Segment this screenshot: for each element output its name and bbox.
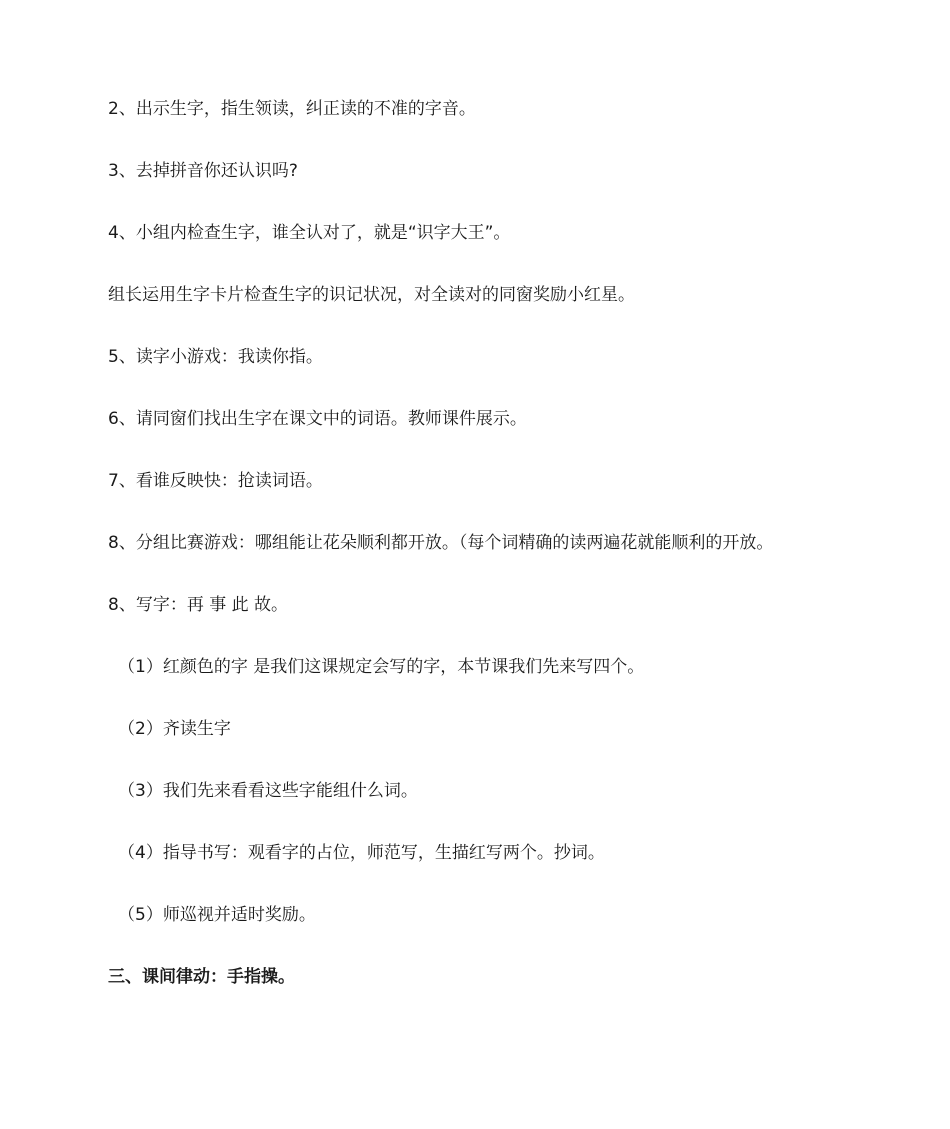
step-6-find-words: 6、请同窗们找出生字在课文中的词语。教师课件展示。 [108, 409, 527, 429]
step-4-group-check: 4、小组内检查生字，谁全认对了，就是“识字大王”。 [108, 223, 511, 243]
step-7-quick-reading: 7、看谁反映快：抢读词语。 [108, 471, 323, 491]
step-3-remove-pinyin: 3、去掉拼音你还认识吗? [108, 161, 298, 181]
step-8-writing: 8、写字：再 事 此 故。 [108, 595, 289, 615]
step-2-show-characters: 2、出示生字，指生领读，纠正读的不准的字音。 [108, 99, 476, 119]
section-heading-3: 三、课间律动：手指操。 [108, 967, 295, 987]
substep-1: （1）红颜色的字 是我们这课规定会写的字，本节课我们先来写四个。 [118, 657, 645, 677]
substep-5: （5）师巡视并适时奖励。 [118, 905, 316, 925]
group-leader-note: 组长运用生字卡片检查生字的识记状况，对全读对的同窗奖励小红星。 [108, 285, 635, 305]
substep-3: （3）我们先来看看这些字能组什么词。 [118, 781, 418, 801]
step-5-reading-game: 5、读字小游戏：我读你指。 [108, 347, 323, 367]
substep-4: （4）指导书写：观看字的占位，师范写，生描红写两个。抄词。 [118, 843, 605, 863]
substep-2: （2）齐读生字 [118, 719, 231, 739]
step-8-group-game: 8、分组比赛游戏：哪组能让花朵顺利都开放。（每个词精确的读两遍花就能顺利的开放。 [108, 533, 774, 553]
